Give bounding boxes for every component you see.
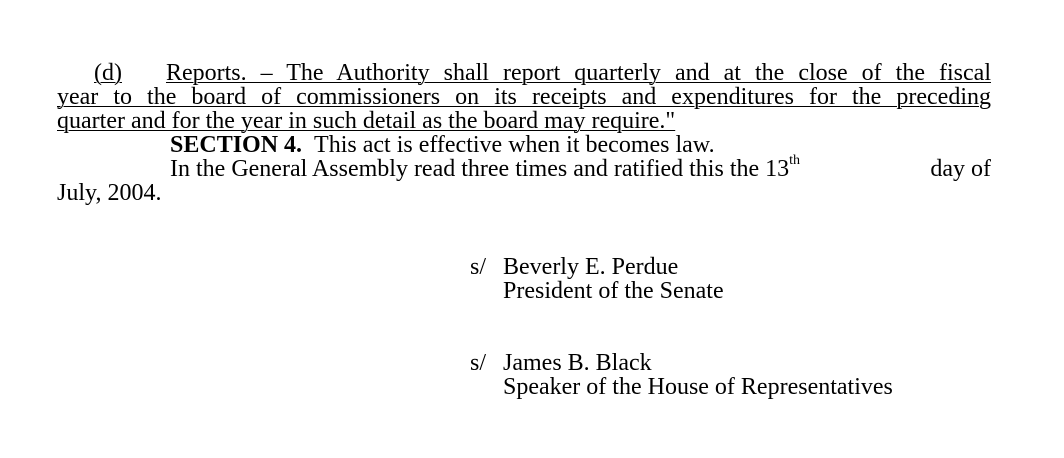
ratification-text-end: day of	[930, 156, 991, 182]
ratification-line-2: July, 2004.	[57, 180, 162, 206]
ordinal-suffix: th	[789, 153, 801, 168]
section-4-text: This act is effective when it becomes law.	[314, 132, 715, 158]
signature-prefix: s/	[470, 350, 487, 376]
paragraph-d-line-2: year to the board of commissioners on its receipts and expenditures for the preceding	[57, 84, 991, 110]
signature-title: President of the Senate	[503, 278, 724, 304]
paragraph-d-line-1	[94, 61, 991, 85]
paragraph-d-label: (d)	[94, 60, 122, 86]
signature-name: James B. Black	[503, 350, 652, 376]
section-4-heading: SECTION 4.	[170, 132, 303, 158]
signature-name: Beverly E. Perdue	[503, 254, 679, 280]
signature-block-senate	[470, 255, 870, 305]
section-4	[170, 133, 715, 157]
ratification-text: In the General Assembly read three times and ratified this the 13th	[170, 153, 801, 182]
signature-block-house	[470, 351, 970, 401]
paragraph-d-line-1-text: Reports. – The Authority shall report quarterly and at the close of the fiscal	[165, 60, 991, 86]
signature-title: Speaker of the House of Representatives	[503, 374, 893, 400]
signature-prefix: s/	[470, 254, 487, 280]
paragraph-d-line-3: quarter and for the year in such detail as the board may require."	[57, 108, 676, 134]
ratification-line-1	[170, 153, 991, 182]
